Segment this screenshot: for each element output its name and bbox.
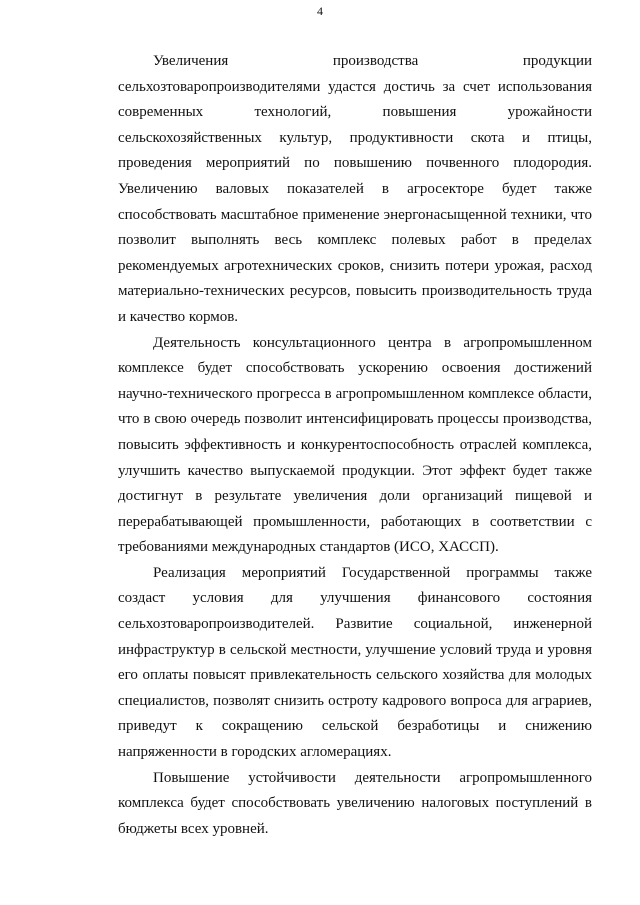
- paragraph-3: Реализация мероприятий Государственной программы также создаст условия для улучшения финансового состояния сельхозтоваропроизводителей. Развитие социальной, инженерной инфраструктур в сельской местности, улучшение условий труда и уровня его оплаты повысят привлекательность сельского хозяйства для молодых специалистов, позволят снизить остроту кадрового вопроса для аграриев, приведут к сокращению сельской безработицы и снижению напряженности в городских агломерациях.: [118, 564, 592, 761]
- body-text: [118, 49, 592, 842]
- page-number: 4: [317, 4, 323, 18]
- paragraph-1: Увеличения производства продукции сельхозтоваропроизводителями удастся достичь за счет использования современных технологий, повышения урожайности сельскохозяйственных культур, продуктивности скота и птицы, проведения мероприятий по повышению почвенного плодородия. Увеличению валовых показателей в агросекторе будет также способствовать масштабное применение энергонасыщенной техники, что позволит выполнять весь комплекс полевых работ в пределах рекомендуемых агротехнических сроков, снизить потери урожая, расход материально-технических ресурсов, повысить производительность труда и качество кормов.: [118, 53, 592, 325]
- paragraph-2: Деятельность консультационного центра в агропромышленном комплексе будет способствовать ускорению освоения достижений научно-технического прогресса в агропромышленном комплексе области, что в свою очередь позволит интенсифицировать процессы производства, повысить эффективность и конкурентоспособность отраслей комплекса, улучшить качество выпускаемой продукции. Этот эффект будет также достигнут в результате увеличения доли организаций пищевой и перерабатывающей промышленности, работающих в соответствии с требованиями международных стандартов (ИСО, ХАССП).: [118, 334, 592, 556]
- paragraph-4: Повышение устойчивости деятельности агропромышленного комплекса будет способствовать увеличению налоговых поступлений в бюджеты всех уровней.: [118, 769, 592, 837]
